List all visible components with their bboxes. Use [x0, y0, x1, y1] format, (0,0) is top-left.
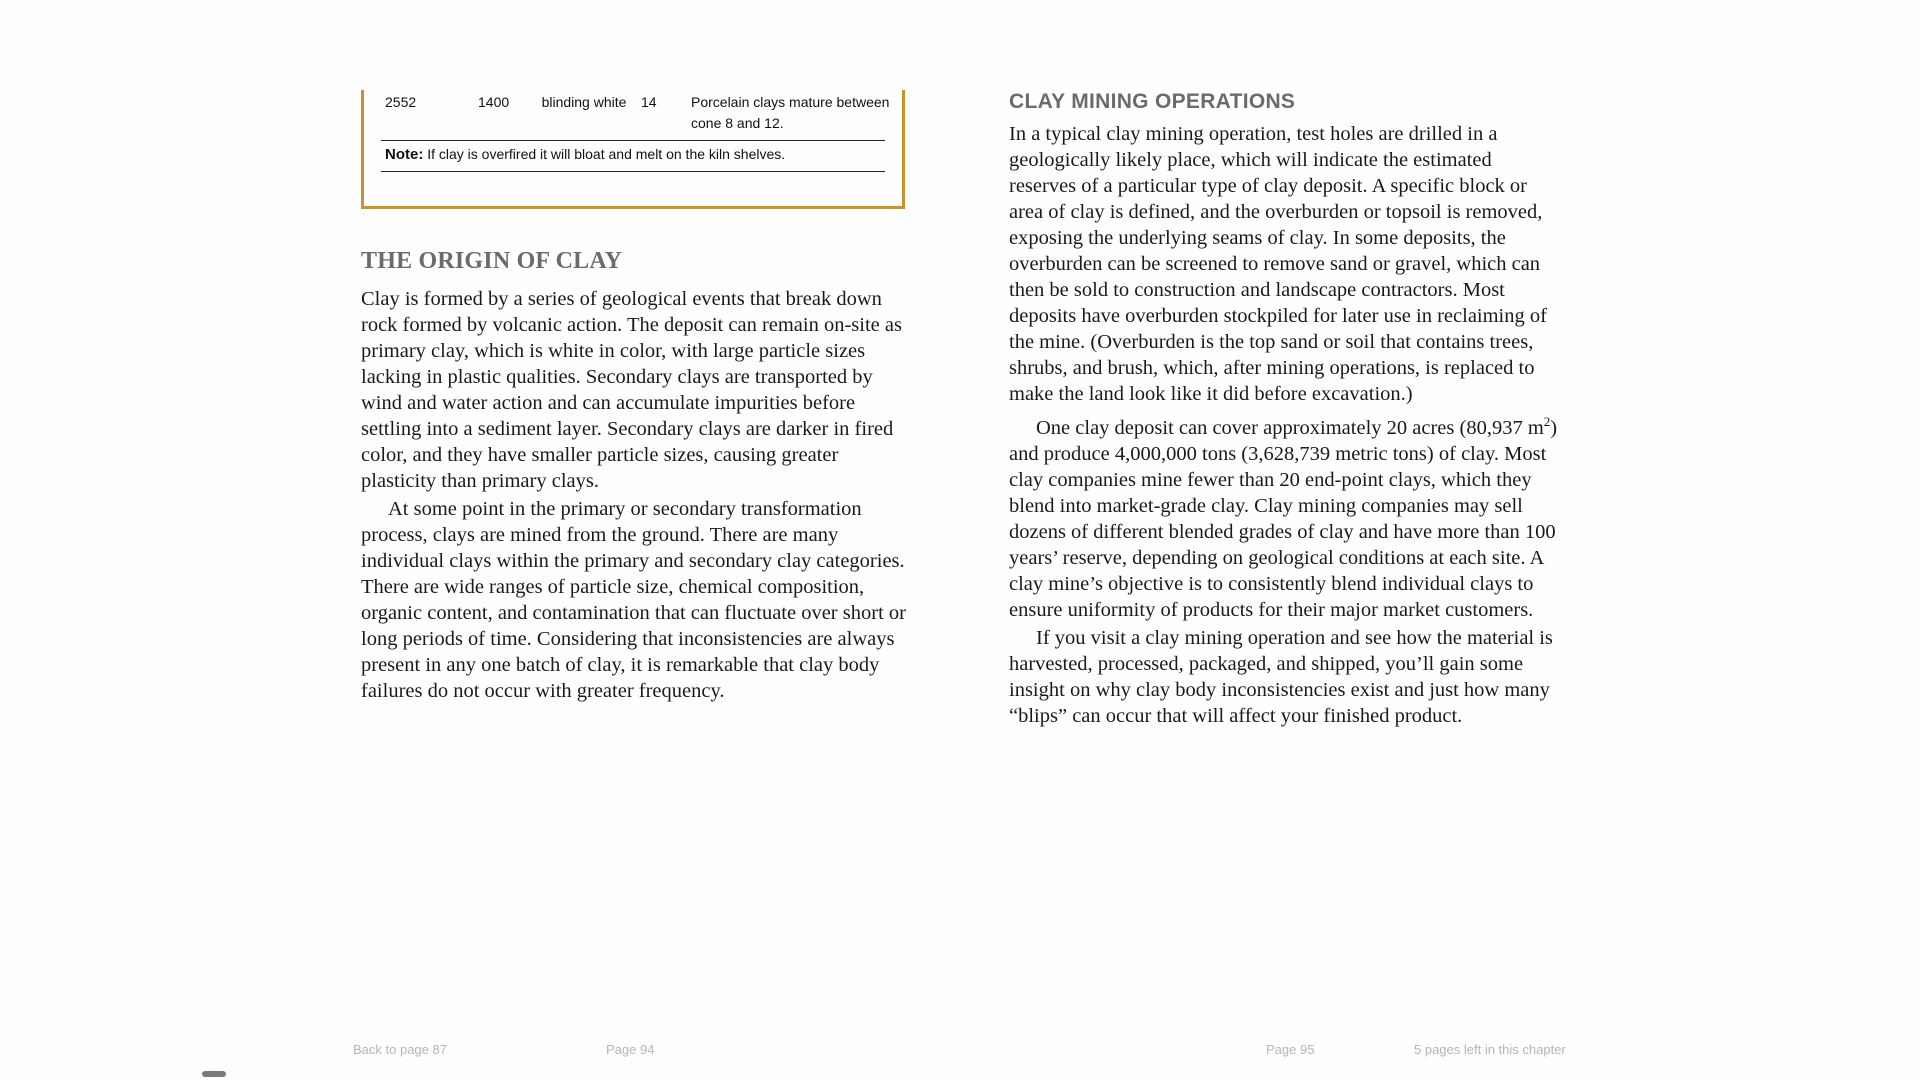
- paragraph: [1009, 409, 1563, 623]
- back-to-page-link[interactable]: Back to page 87: [353, 1042, 447, 1057]
- firing-table: [361, 90, 905, 209]
- left-page-body: [361, 286, 913, 706]
- page-number-right: Page 95: [1266, 1042, 1315, 1057]
- paragraph-part: One clay deposit can cover approximately 20 acres (80,937 m: [1036, 416, 1544, 439]
- celsius-cell: 1400: [478, 94, 510, 110]
- paragraph-part: clay. Most clay companies mine fewer than 20 end-point clays, which they blend into market-grade clay. Clay mining companies may sell dozens of different blended grades of clay and have more than 100 years’ reserve, depending on geological conditions at each site. A clay mine’s objective is to consistently blend individual clays to ensure uniformity of products for their major market customers.: [1009, 442, 1556, 621]
- page-number-left: Page 94: [606, 1042, 655, 1057]
- paragraph: If you visit a clay mining operation and see how the material is harvested, processed, packaged, and shipped, you’ll gain some insight on why clay body inconsistencies exist and just how many “blips” can occur that will affect your finished product.: [1009, 626, 1553, 727]
- paragraph: In a typical clay mining operation, test holes are drilled in a geologically likely place, which will indicate the estimated reserves of a particular type of clay deposit. A specific block or area of clay is defined, and the overburden or topsoil is removed, exposing the underlying seams of clay. In some deposits, the overburden can be screened to remove sand or gravel, which can then be sold to construction and landscape contractors. Most deposits have overburden stockpiled for later use in reclaiming of the mine. (Overburden is the top sand or soil that contains trees, shrubs, and brush, which, after mining operations, is replaced to make the land look like it did before excavation.): [1009, 123, 1547, 405]
- paragraph: At some point in the primary or secondary transformation process, clays are mined from the ground. There are many individual clays within the primary and secondary clay categories. There are wide ranges of particle size, chemical composition, organic content, and contamination that can fluctuate over short or long periods of time. Considering that inconsistencies are always present in any one batch of clay, it is remarkable that clay body failures do not occur with greater frequency.: [361, 498, 906, 702]
- description-cell: Porcelain clays mature between cone 8 and 12.: [691, 94, 890, 131]
- table-row: [364, 92, 902, 138]
- table-divider: [381, 171, 885, 172]
- color-cell: blinding white: [541, 94, 627, 110]
- pages-left-in-chapter: 5 pages left in this chapter: [1414, 1042, 1566, 1057]
- superscript: 2: [1543, 414, 1551, 429]
- table-note: [385, 146, 785, 163]
- right-page-body: [1009, 121, 1563, 731]
- paragraph-part: ) and produce 4,000,000 tons (3,628,739 metric tons) of: [1009, 416, 1558, 465]
- fahrenheit-cell: 2552: [385, 94, 417, 110]
- section-heading-origin: THE ORIGIN OF CLAY: [361, 248, 623, 274]
- note-text: If clay is overfired it will bloat and melt on the kiln shelves.: [423, 146, 786, 162]
- paragraph: Clay is formed by a series of geological events that break down rock formed by volcanic action. The deposit can remain on-site as primary clay, which is white in color, with large particle sizes lacking in plastic qualities. Secondary clays are transported by wind and water action and can accumulate impurities before settling into a sediment layer. Secondary clays are darker in fired color, and they have smaller particle sizes, causing greater plasticity than primary clays.: [361, 288, 902, 492]
- table-divider: [381, 140, 885, 141]
- note-label: Note:: [385, 146, 424, 163]
- scroll-handle[interactable]: [202, 1071, 226, 1077]
- cone-cell: 14: [641, 94, 657, 110]
- section-heading-mining: CLAY MINING OPERATIONS: [1009, 90, 1296, 113]
